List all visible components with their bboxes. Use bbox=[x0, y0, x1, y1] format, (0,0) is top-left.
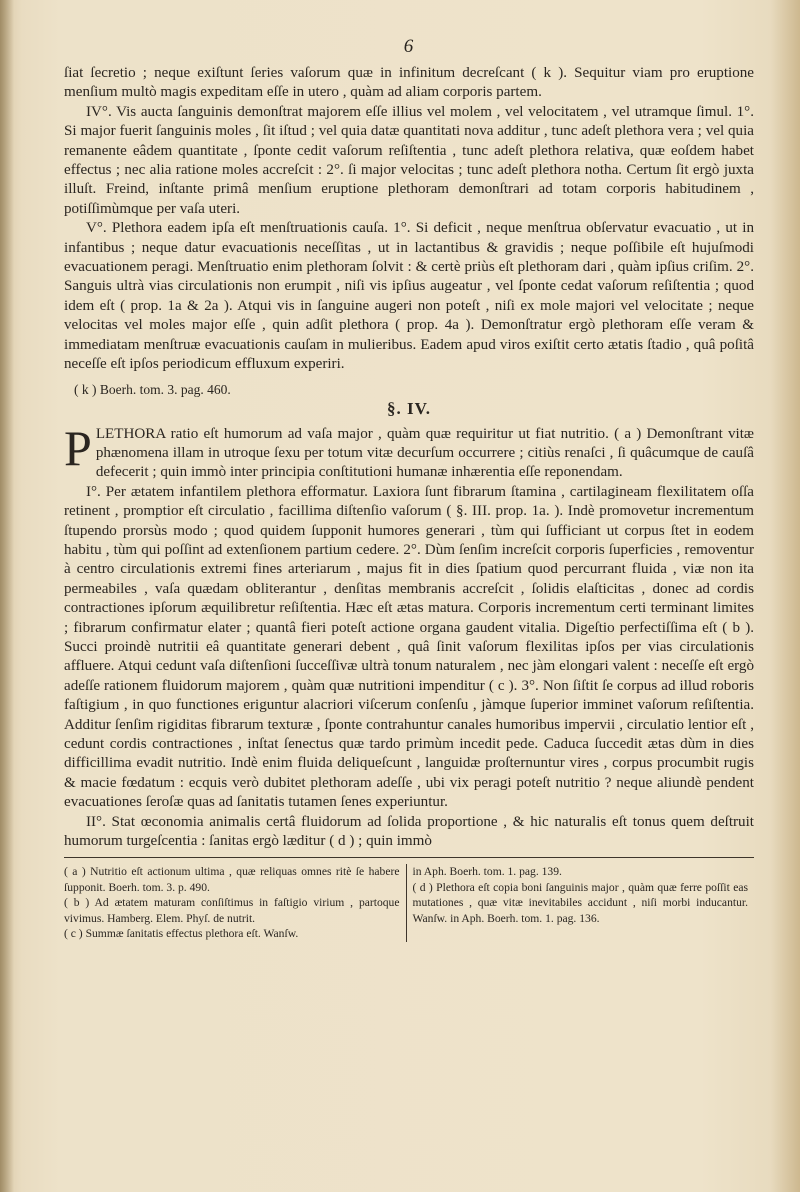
section-paragraph-1-text: LETHORA ratio eſt humorum ad vaſa major , quàm quæ requiritur ut fiat nutritio. ( a ) Demonſtrant vitæ phænomena illam in utroque ſexu per totum vitæ decurſum occurrere ; citiùs renaſci , ſi quâcumque de cauſâ defecerit ; quin immò inter principia conſtitutioni humanæ inhærentia eſſe reponendam. bbox=[95, 425, 754, 481]
page-content bbox=[64, 36, 754, 942]
footnotes bbox=[64, 864, 754, 942]
section-paragraph-3: II°. Stat œconomia animalis certâ fluidorum ad ſolida proportione , & hic naturalis eſt tonus quem deſtruit humorum turgeſcentia : ſanitas ergò læditur ( d ) ; quin immò bbox=[64, 813, 754, 850]
paragraph-top-3: V°. Plethora eadem ipſa eſt menſtruationis cauſa. 1°. Si deficit , neque menſtrua obſervatur evacuatio , ut in infantibus ; neque datur evacuationis neceſſitas , ut in lactantibus & gravidis ; neque poſſibile eſt hujuſmodi evacuationem peragi. Menſtruatio enim plethoram ſolvit : & certè priùs eſt plethoram dari , quàm ipſius criſim. 2°. Sanguis ultrà vias circulationis non erumpit , niſi vis ipſius augeatur , vel ſponte cedat vaſorum reſiſtentia ; quod idem eſt ( prop. 1a & 2a ). Atqui vis in ſanguine augeri non poteſt , niſi ex mole majori vel velocitate ; neque velocitas vel moles major eſſe , quin adſit plethora ( prop. 4a ). Demonſtratur ergò plethoram eſſe veram & immediatam menſtruæ evacuationis cauſam in mulieribus. Eadem apud viros exiſtit certo ætatis ſtadio , quâ poſitâ neceſſe eſt ipſos periodicum effluxum experiri. bbox=[64, 220, 754, 373]
paragraph-top-1: ſiat ſecretio ; neque exiſtunt ſeries vaſorum quæ in infinitum decreſcant ( k ). Sequitur viam pro eruptione menſium multò magis expeditam eſſe in utero , quàm ad aliam corporis partem. bbox=[64, 65, 754, 101]
page-number: 6 bbox=[403, 36, 415, 57]
footnotes-right-column bbox=[407, 864, 755, 942]
section-paragraph-2: I°. Per ætatem infantilem plethora efformatur. Laxiora ſunt fibrarum ſtamina , cartilagineam flexilitatem oſſa retinent , promptior eſt circulatio , facillima diſtenſio vaſorum ( §. III. prop. 1a. ). Indè promovetur incrementum ſtupendo prorsùs modo ; quod quidem ſupponit humores generari , tùm qui ſufficiant ut corpus ſtet in eodem habitu , tùm qui poſſint ad extenſionem partium cedere. 2°. Dùm ſenſim increſcit corporis ſuperficies , removentur à centro circulationis extremi fines arteriarum , majus fit in dies ſpatium quod percurrant fluida , viæ non ita permeabiles , vaſa quædam obliterantur , denſitas membranis accreſcit , ſolidis elaſticitas , donec ad cordis contractiones ipſorum æquilibretur reſiſtentia. Hæc eſt ætas matura. Corporis incrementum certi terminant limites ; fibrarum confirmatur elater ; quantâ fieri poteſt actione organa gaudent vitalia. Digeſtio perfectiſſima eſt ( b ). Succi proindè nutritii eâ quantitate generari debent , quâ ſinit vaſorum flexilitas ipſos per vias circulationis affluere. Atqui cedunt vaſa diſtenſioni ſucceſſivæ ultrà tonum naturalem , nec jàm elongari valent : neceſſe eſt ergò adeſſe rationem fluidorum majorem , quàm quæ nutritioni impenditur ( c ). 3°. Non ſiſtit ſe corpus ad illud roboris faſtigium , in quo functiones eriguntur alacriori viſcerum conſenſu , jàmque ſuperior imminet vaſorum reſiſtentia. Additur ſenſim rigiditas fibrarum texturæ , ſponte contrahuntur canales humoribus impervii , circulatio lentior eſt , cedunt cordis contractiones , inſtat ſenectus quæ tardo primùm incedit pede. Caduca ſuccedit ætas dùm in dies difficillima evadit nutritio. Indè enim fluida deliqueſcunt , languidæ proſternuntur vires , corpus procumbit rugis & macie fœdatum : ecquis verò dubitet plethoram adeſſe , ubi vix peragi poteſt nutritio ? neque aliundè pendent evacuationes ſeroſæ quas ad ſanitatis tutamen ſenes experiuntur. bbox=[64, 483, 754, 811]
footnote-d: ( d ) Plethora eſt copia boni ſanguinis major , quàm quæ ferre poſſit eas mutationes , quæ vitæ inevitabiles accidunt , niſi morbi inducantur. Wanſw. in Aph. Boerh. tom. 1. pag. 136. bbox=[412, 880, 748, 925]
footnotes-left-column bbox=[64, 864, 407, 942]
paragraph-top-2: IV°. Vis aucta ſanguinis demonſtrat majorem eſſe illius vel molem , vel velocitatem , vel utramque ſimul. 1°. Si major fuerit ſanguinis moles , ſit iſtud ; vel quia datæ quantitati nova additur , tunc adeſt plethora vera ; vel quia remanente eâdem quantitate , ſponte cedit vaſorum reſiſtentia , tunc adeſt plethora relativa, quæ eoſdem habet effectus ; nec alia ratione moles accreſcit : 2°. ſi major velocitas ; tunc adeſt plethora notha. Certum ſit ergò juxta illuſt. Freind, inſtante primâ menſium eruptione plethoram demonſtrari ad totam corporis habitudinem , potiſſimùmque per vaſa uteri. bbox=[64, 103, 754, 217]
section-paragraph-1 bbox=[64, 419, 754, 483]
footnote-b: ( b ) Ad ætatem maturam conſiſtimus in faſtigio virium , partoque vivimus. Hamberg. Elem. Phyſ. de nutrit. bbox=[64, 896, 400, 925]
inline-note-k: ( k ) Boerh. tom. 3. pag. 460. bbox=[74, 381, 231, 397]
section-heading: §. IV. bbox=[387, 398, 431, 418]
drop-cap: P bbox=[64, 419, 92, 476]
footnote-rule bbox=[64, 857, 754, 858]
gutter-shadow bbox=[0, 0, 14, 1192]
footnote-c: ( c ) Summæ ſanitatis effectus plethora eſt. Wanſw. bbox=[64, 927, 299, 941]
footnote-a: ( a ) Nutritio eſt actionum ultima , quæ reliquas omnes ritè ſe habere ſupponit. Boerh. tom. 3. p. 490. bbox=[64, 865, 400, 894]
footnote-c-continued: in Aph. Boerh. tom. 1. pag. 139. bbox=[412, 865, 562, 879]
